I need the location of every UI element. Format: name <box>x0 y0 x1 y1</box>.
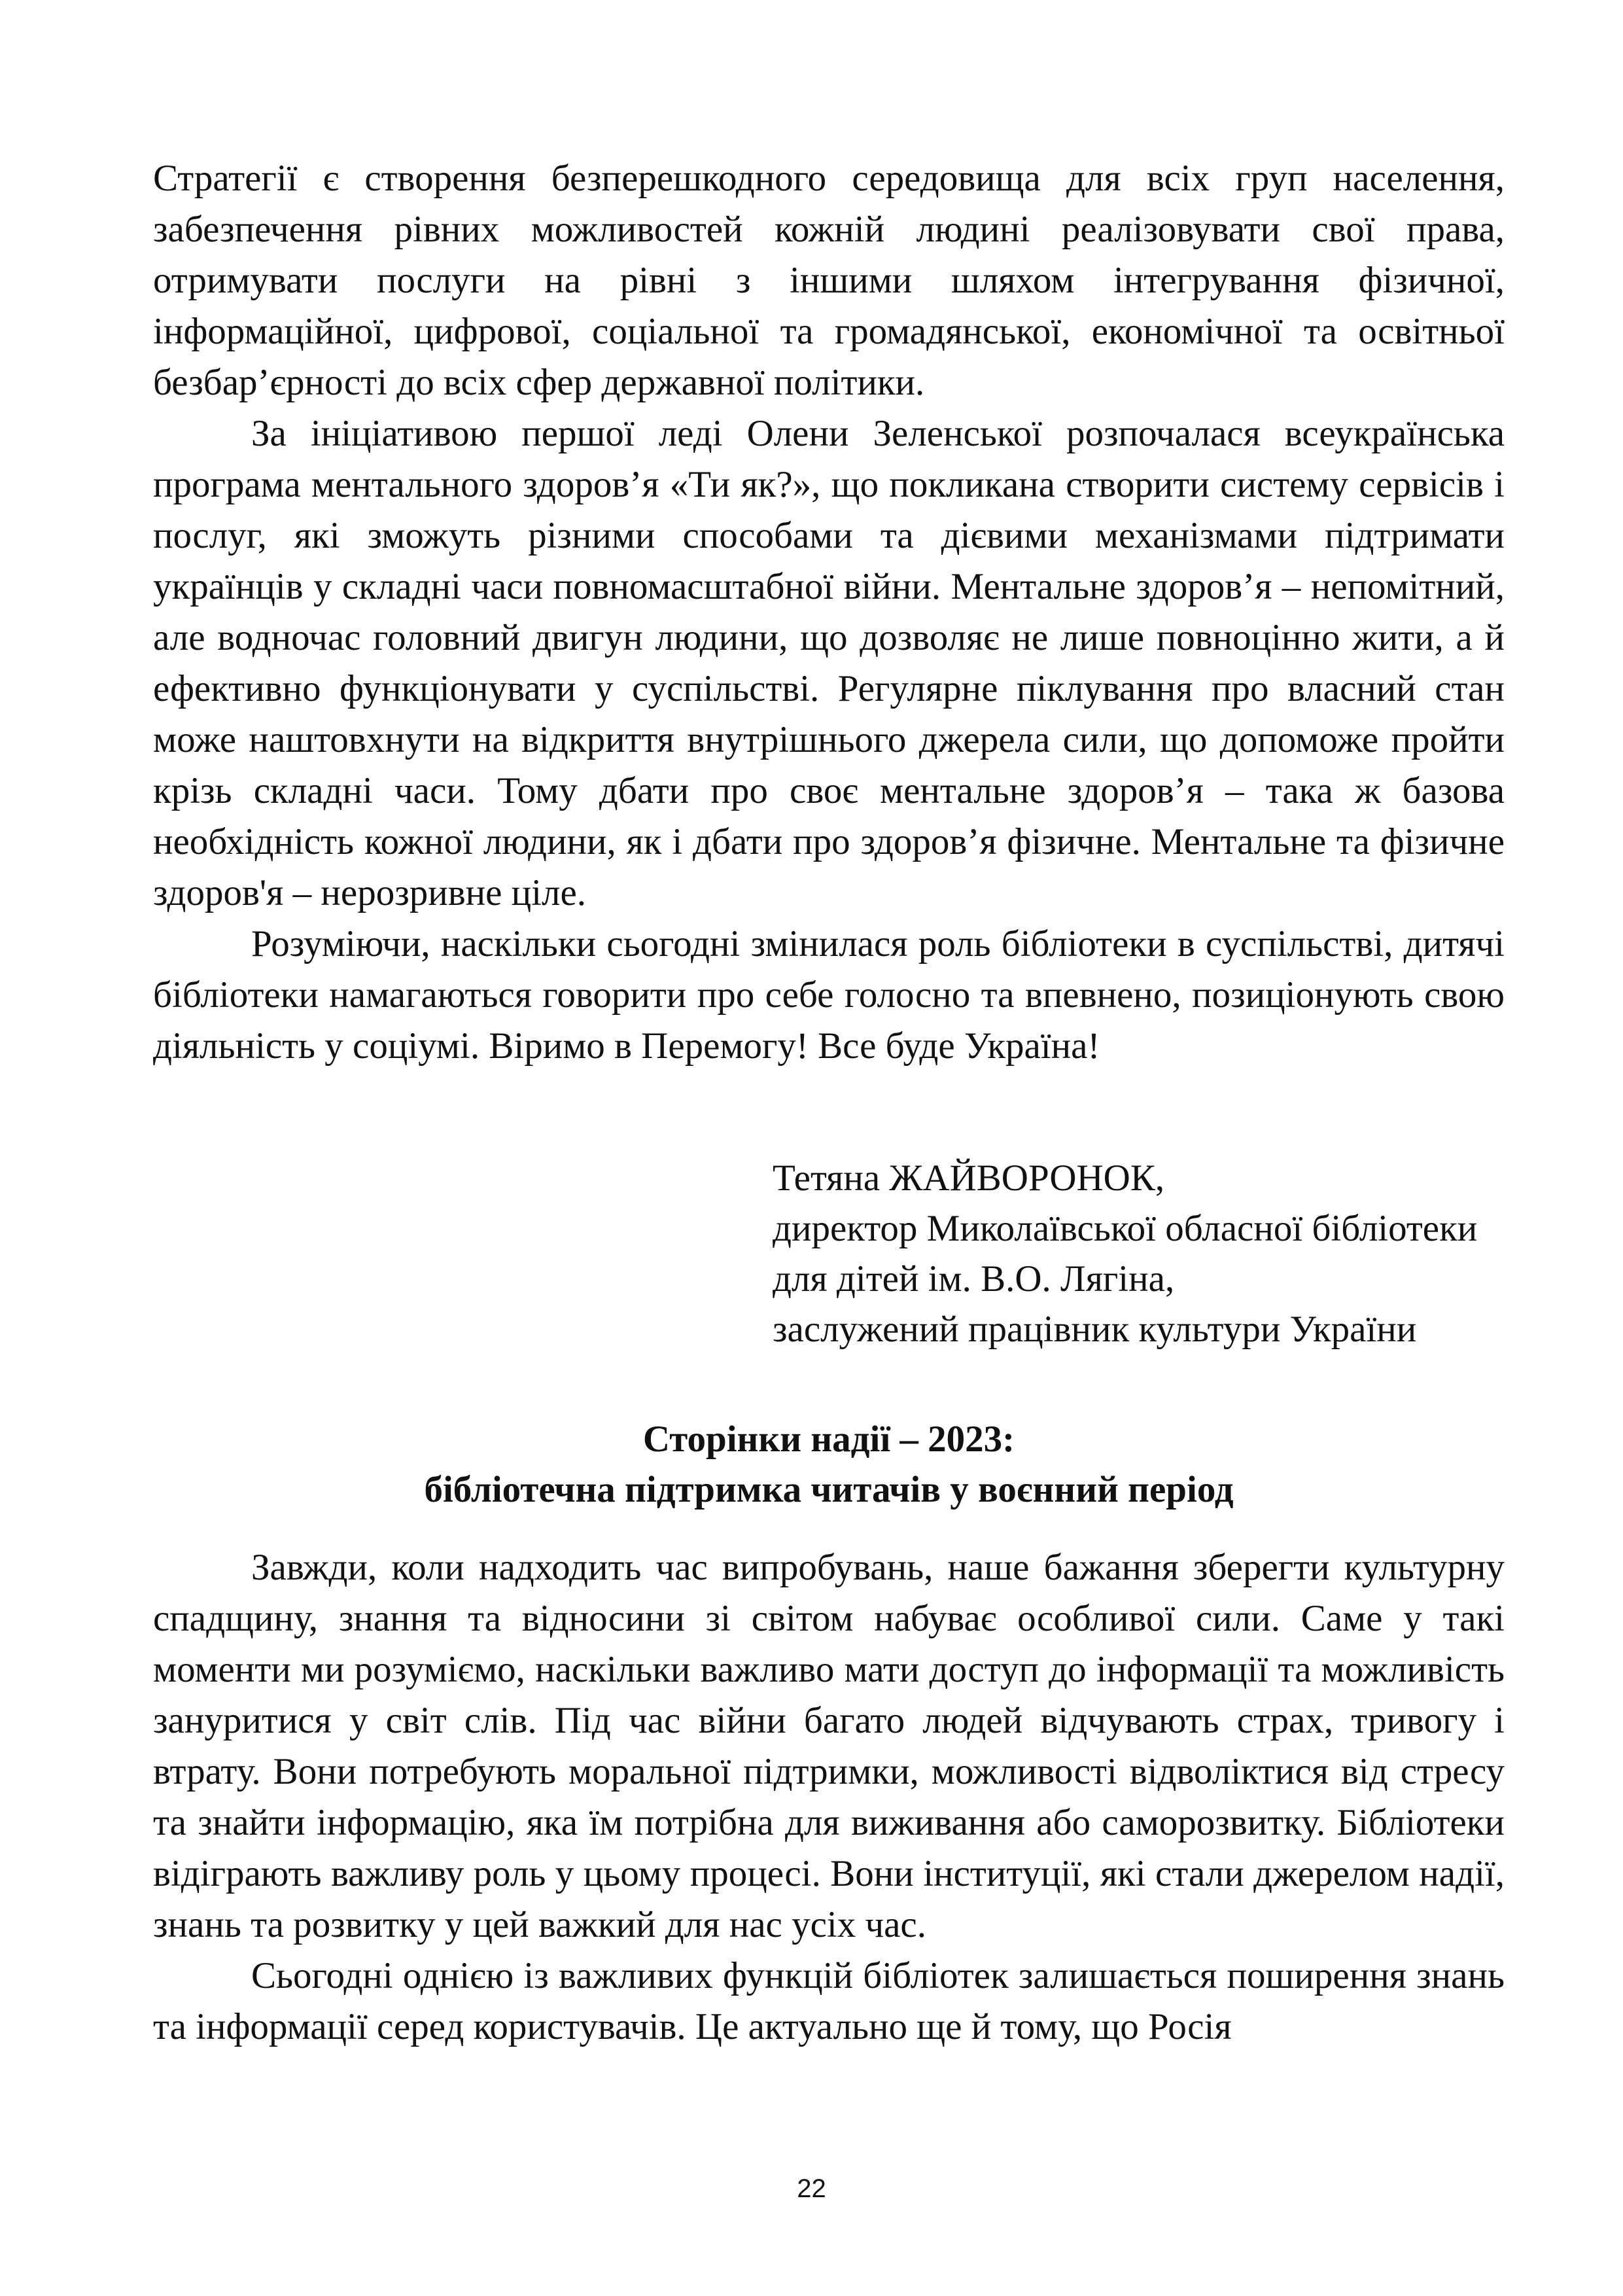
paragraph-trials: Завжди, коли надходить час випробувань, наше бажання зберегти культурну спадщину, знання та відносини зі світом набуває особливої сили. Саме у такі моменти ми розуміємо, наскільки важливо мати доступ до інформації та можливість зануритися у світ слів. Під час війни багато людей відчувають страх, тривогу і втрату. Вони потребують моральної підтримки, можливості відволіктися від стресу та знайти інформацію, яка їм потрібна для виживання або саморозвитку. Бібліотеки відіграють важливу роль у цьому процесі. Вони інституції, які стали джерелом надії, знань та розвитку у цей важкий для нас усіх час. <box>153 1547 1505 1945</box>
body-text-top <box>153 153 1505 1072</box>
author-name: Тетяна ЖАЙВОРОНОК, <box>773 1157 1165 1199</box>
author-signature-block <box>773 1153 1558 1354</box>
section-title-line-1: Сторінки надії – 2023: <box>642 1419 1015 1460</box>
paragraph-library-role: Розуміючи, наскільки сьогодні змінилася роль бібліотеки в суспільстві, дитячі бібліотеки намагаються говорити про себе голосно та впевнено, позиціонують свою діяльність у соціумі. Віримо в Перемогу! Все буде Україна! <box>153 923 1505 1067</box>
author-institution: для дітей ім. В.О. Лягіна, <box>773 1258 1175 1299</box>
paragraph-mental-health: За ініціативою першої леді Олени Зеленської розпочалася всеукраїнська програма ментального здоров’я «Ти як?», що покликана створити систему сервісів і послуг, які зможуть різними способами та дієвими механізмами підтримати українців у складні часи повномасштабної війни. Ментальне здоров’я – непомітний, але водночас головний двигун людини, що дозволяє не лише повноцінно жити, а й ефективно функціонувати у суспільстві. Регулярне піклування про власний стан може наштовхнути на відкриття внутрішнього джерела сили, що допоможе пройти крізь складні часи. Тому дбати про своє ментальне здоров’я – така ж базова необхідність кожної людини, як і дбати про здоров’я фізичне. Ментальне та фізичне здоров'я – нерозривне ціле. <box>153 413 1505 913</box>
section-title-line-2: бібліотечна підтримка читачів у воєнний період <box>424 1469 1234 1510</box>
continued-paragraph: Стратегії є створення безперешкодного середовища для всіх груп населення, забезпечення рівних можливостей кожній людині реалізовувати свої права, отримувати послуги на рівні з іншими шляхом інтегрування фізичної, інформаційної, цифрової, соціальної та громадянської, економічної та освітньої безбар’єрності до всіх сфер державної політики. <box>153 158 1505 403</box>
author-title: заслужений працівник культури України <box>773 1309 1417 1350</box>
paragraph-knowledge: Сьогодні однією із важливих функцій бібліотек залишається поширення знань та інформації серед користувачів. Це актуально ще й тому, що Росія <box>153 1955 1505 2047</box>
page-number: 22 <box>797 2174 826 2203</box>
body-text-bottom <box>153 1542 1505 2053</box>
author-position: директор Миколаївської обласної бібліотеки <box>773 1208 1478 1249</box>
section-title <box>153 1414 1505 1515</box>
